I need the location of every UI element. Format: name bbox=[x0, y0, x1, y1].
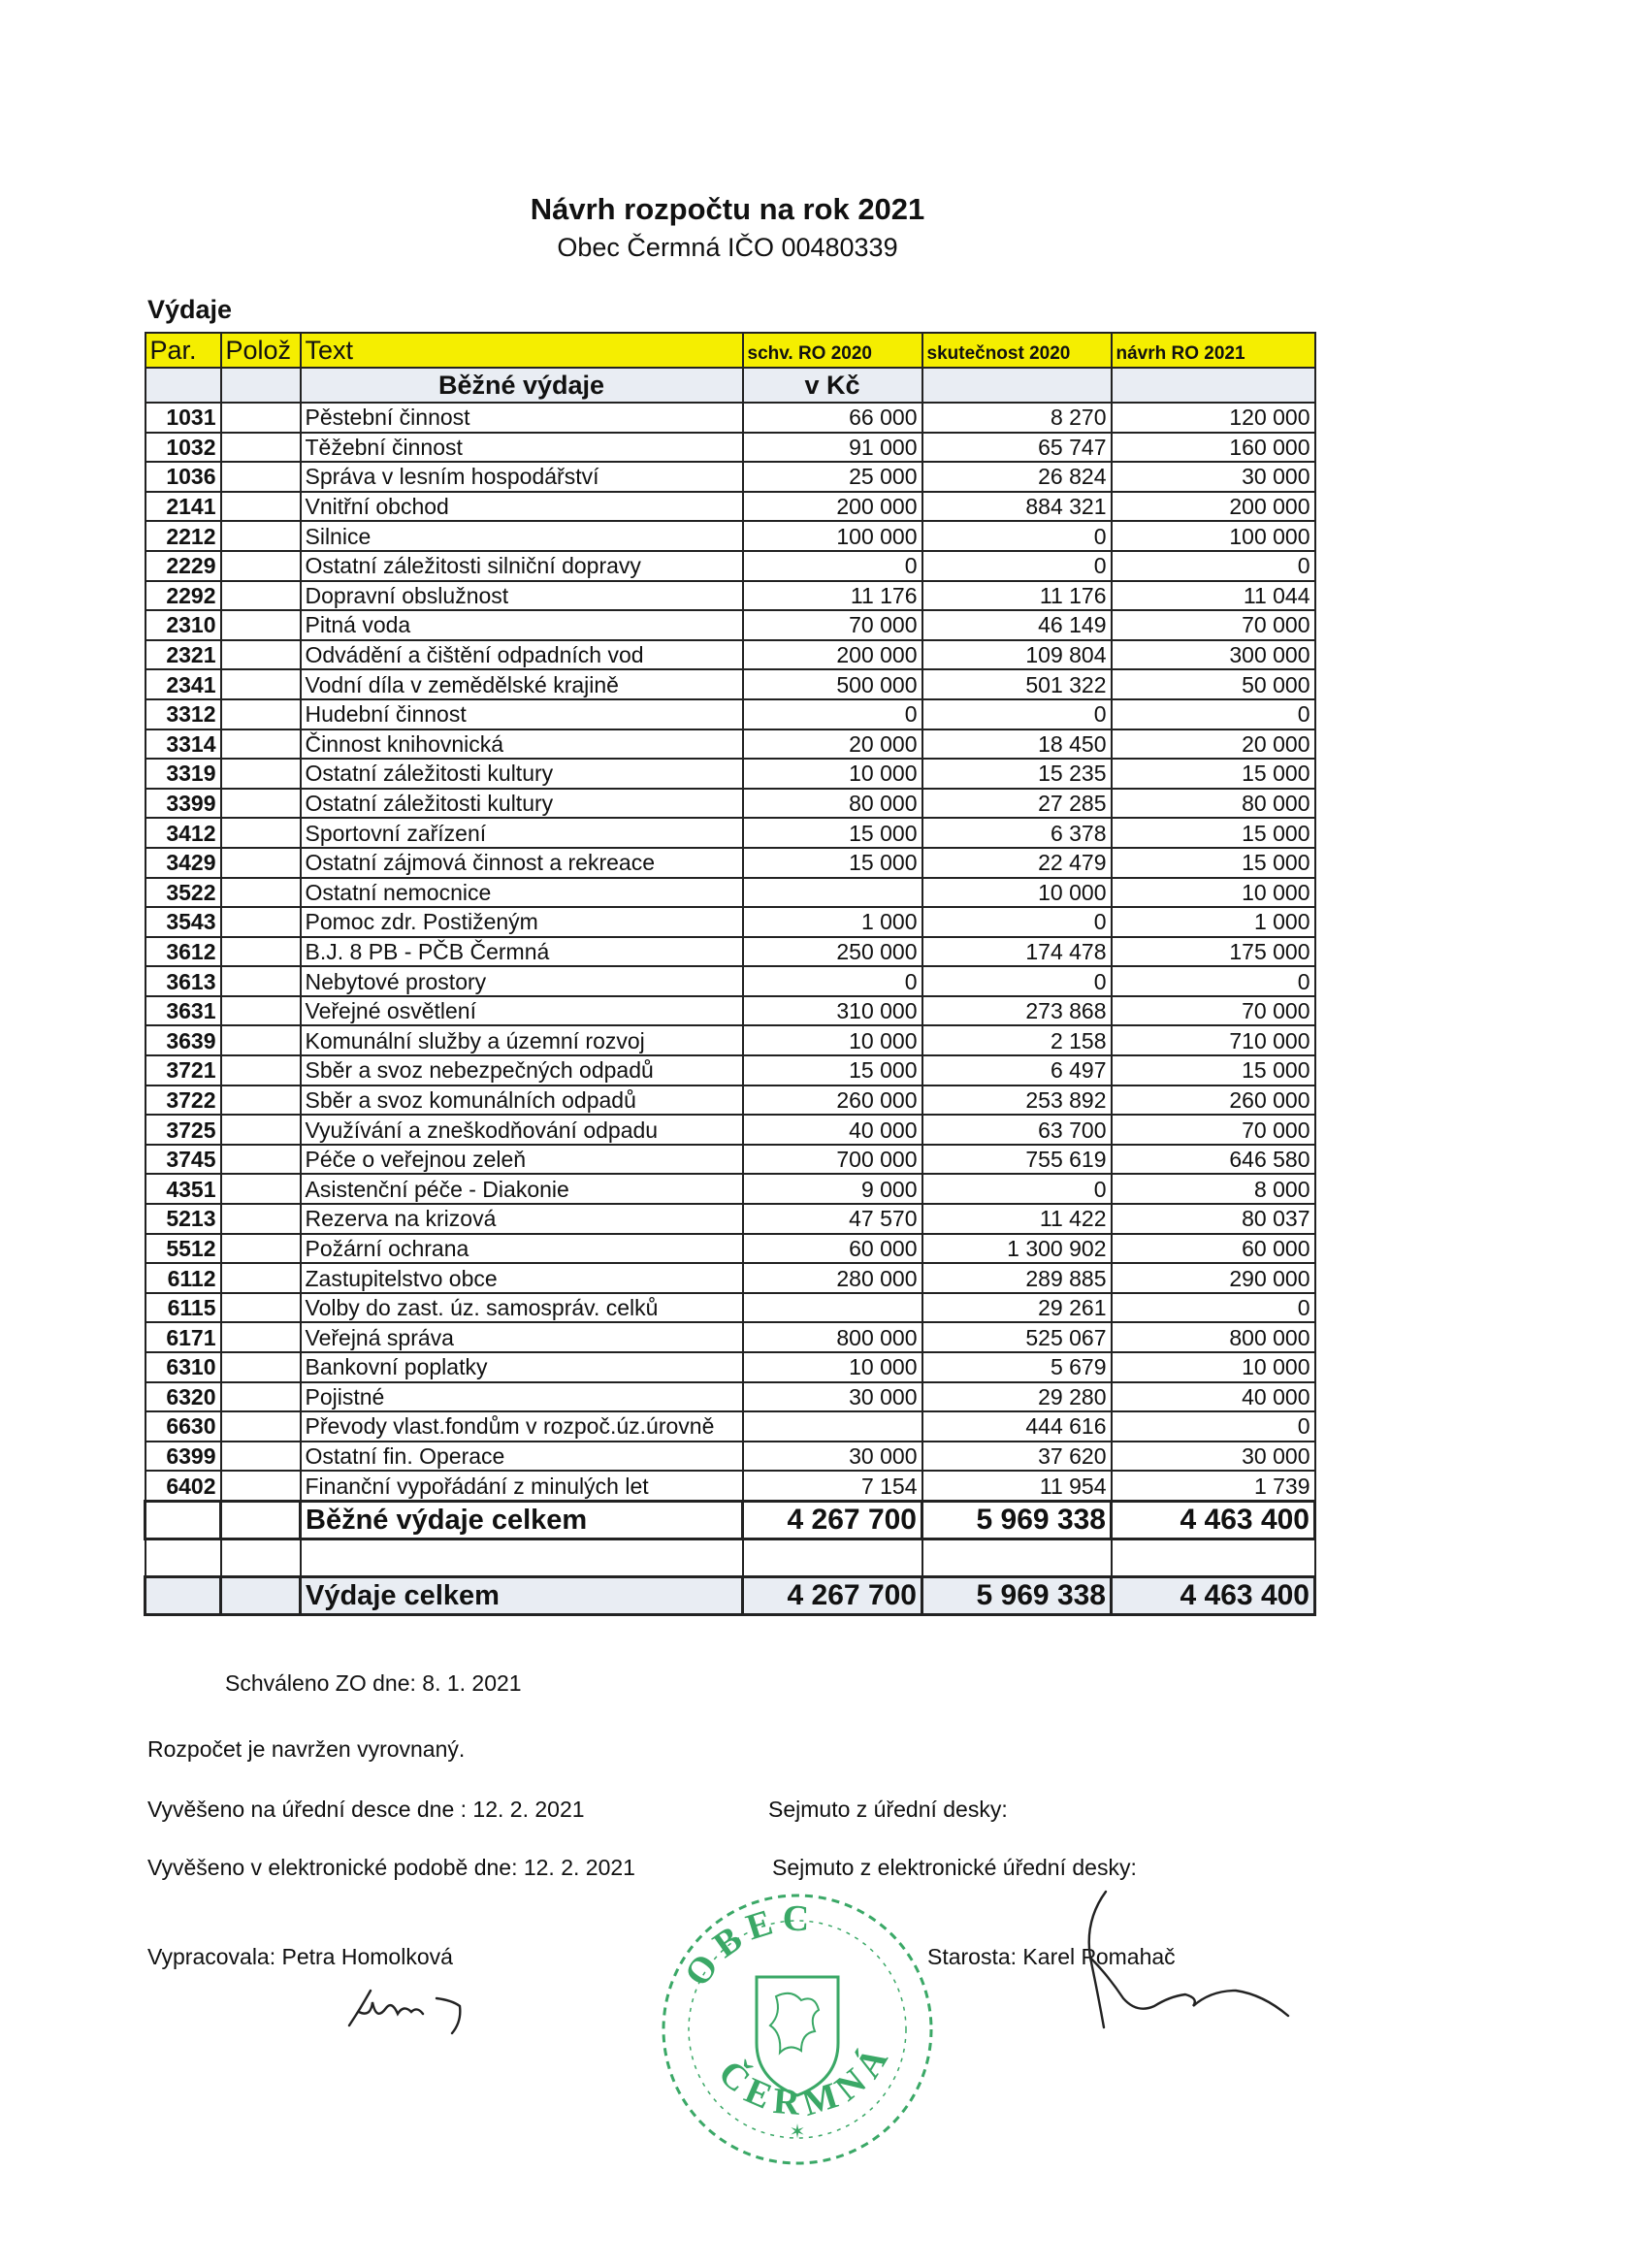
row-poloz bbox=[221, 1115, 301, 1145]
row-skutecnost-2020: 253 892 bbox=[922, 1085, 1112, 1116]
header-par: Par. bbox=[146, 333, 221, 368]
row-schv-ro-2020: 30 000 bbox=[743, 1442, 922, 1472]
row-text: Ostatní nemocnice bbox=[301, 878, 743, 908]
row-navrh-ro-2021: 1 000 bbox=[1112, 907, 1315, 937]
row-text: Vodní díla v zemědělské krajině bbox=[301, 669, 743, 699]
row-skutecnost-2020: 63 700 bbox=[922, 1115, 1112, 1145]
row-skutecnost-2020: 525 067 bbox=[922, 1322, 1112, 1352]
row-poloz bbox=[221, 1293, 301, 1323]
row-navrh-ro-2021: 80 037 bbox=[1112, 1204, 1315, 1234]
row-text: Asistenční péče - Diakonie bbox=[301, 1174, 743, 1204]
row-poloz bbox=[221, 996, 301, 1026]
row-poloz bbox=[221, 403, 301, 433]
row-navrh-ro-2021: 30 000 bbox=[1112, 1442, 1315, 1472]
row-navrh-ro-2021: 0 bbox=[1112, 699, 1315, 729]
row-text: Komunální služby a územní rozvoj bbox=[301, 1025, 743, 1055]
row-navrh-ro-2021: 60 000 bbox=[1112, 1234, 1315, 1264]
row-navrh-ro-2021: 300 000 bbox=[1112, 640, 1315, 670]
row-poloz bbox=[221, 610, 301, 640]
row-navrh-ro-2021: 70 000 bbox=[1112, 610, 1315, 640]
row-skutecnost-2020: 0 bbox=[922, 907, 1112, 937]
row-navrh-ro-2021: 15 000 bbox=[1112, 1055, 1315, 1085]
row-poloz bbox=[221, 433, 301, 463]
row-text: Správa v lesním hospodářství bbox=[301, 462, 743, 492]
table-row bbox=[146, 1025, 1315, 1055]
table-row bbox=[146, 729, 1315, 760]
prepared-by-note: Vypracovala: Petra Homolková bbox=[147, 1944, 453, 1969]
row-schv-ro-2020: 100 000 bbox=[743, 521, 922, 551]
row-navrh-ro-2021: 20 000 bbox=[1112, 729, 1315, 760]
table-row bbox=[146, 1085, 1315, 1116]
row-poloz bbox=[221, 789, 301, 819]
mayor-signature bbox=[1048, 1882, 1300, 2037]
row-poloz bbox=[221, 551, 301, 581]
row-poloz bbox=[221, 848, 301, 878]
grand-total-row-skutecnost-2020: 5 969 338 bbox=[922, 1576, 1112, 1614]
row-par: 6320 bbox=[146, 1382, 221, 1412]
row-par: 2212 bbox=[146, 521, 221, 551]
table-row bbox=[146, 581, 1315, 611]
row-navrh-ro-2021: 160 000 bbox=[1112, 433, 1315, 463]
row-skutecnost-2020: 0 bbox=[922, 699, 1112, 729]
row-text: Veřejné osvětlení bbox=[301, 996, 743, 1026]
row-schv-ro-2020: 20 000 bbox=[743, 729, 922, 760]
blank-row bbox=[146, 1539, 1315, 1576]
row-navrh-ro-2021: 15 000 bbox=[1112, 818, 1315, 848]
row-skutecnost-2020: 2 158 bbox=[922, 1025, 1112, 1055]
subheader-label: Běžné výdaje bbox=[301, 368, 743, 403]
row-schv-ro-2020: 200 000 bbox=[743, 640, 922, 670]
table-row bbox=[146, 699, 1315, 729]
row-schv-ro-2020: 310 000 bbox=[743, 996, 922, 1026]
table-row bbox=[146, 937, 1315, 967]
row-poloz bbox=[221, 759, 301, 789]
row-navrh-ro-2021: 80 000 bbox=[1112, 789, 1315, 819]
posted-board-note: Vyvěšeno na úřední desce dne : 12. 2. 2021 bbox=[147, 1797, 585, 1822]
row-text: B.J. 8 PB - PČB Čermná bbox=[301, 937, 743, 967]
row-par: 6399 bbox=[146, 1442, 221, 1472]
subheader-unit: v Kč bbox=[743, 368, 922, 403]
row-schv-ro-2020: 47 570 bbox=[743, 1204, 922, 1234]
row-poloz bbox=[221, 907, 301, 937]
row-schv-ro-2020: 11 176 bbox=[743, 581, 922, 611]
row-schv-ro-2020: 9 000 bbox=[743, 1174, 922, 1204]
row-poloz bbox=[221, 1145, 301, 1175]
row-text: Pitná voda bbox=[301, 610, 743, 640]
row-par: 6402 bbox=[146, 1471, 221, 1501]
row-par: 3612 bbox=[146, 937, 221, 967]
posted-electronic-note: Vyvěšeno v elektronické podobě dne: 12. 2. 2021 bbox=[147, 1855, 635, 1880]
subtotal-row bbox=[146, 1501, 1315, 1539]
row-par: 3319 bbox=[146, 759, 221, 789]
table-row bbox=[146, 492, 1315, 522]
balanced-note: Rozpočet je navržen vyrovnaný. bbox=[147, 1736, 466, 1762]
row-schv-ro-2020 bbox=[743, 1293, 922, 1323]
grand-total-row-navrh-ro-2021: 4 463 400 bbox=[1112, 1576, 1315, 1614]
row-navrh-ro-2021: 50 000 bbox=[1112, 669, 1315, 699]
row-poloz bbox=[221, 1234, 301, 1264]
row-par: 1031 bbox=[146, 403, 221, 433]
table-row bbox=[146, 966, 1315, 996]
removed-board-note: Sejmuto z úřední desky: bbox=[768, 1797, 1008, 1822]
row-schv-ro-2020: 700 000 bbox=[743, 1145, 922, 1175]
row-par: 3722 bbox=[146, 1085, 221, 1116]
row-text: Těžební činnost bbox=[301, 433, 743, 463]
table-subheader-row bbox=[146, 368, 1315, 403]
preparer-signature bbox=[340, 1979, 534, 2047]
row-text: Hudební činnost bbox=[301, 699, 743, 729]
row-poloz bbox=[221, 640, 301, 670]
table-row bbox=[146, 1352, 1315, 1382]
row-skutecnost-2020: 37 620 bbox=[922, 1442, 1112, 1472]
table-row bbox=[146, 1471, 1315, 1501]
row-par: 3429 bbox=[146, 848, 221, 878]
removed-electronic-note: Sejmuto z elektronické úřední desky: bbox=[772, 1855, 1137, 1880]
row-text: Sběr a svoz nebezpečných odpadů bbox=[301, 1055, 743, 1085]
row-skutecnost-2020: 6 378 bbox=[922, 818, 1112, 848]
row-navrh-ro-2021: 0 bbox=[1112, 551, 1315, 581]
row-navrh-ro-2021: 70 000 bbox=[1112, 1115, 1315, 1145]
row-text: Ostatní záležitosti kultury bbox=[301, 789, 743, 819]
row-par: 5213 bbox=[146, 1204, 221, 1234]
row-navrh-ro-2021: 30 000 bbox=[1112, 462, 1315, 492]
row-text: Rezerva na krizová bbox=[301, 1204, 743, 1234]
row-poloz bbox=[221, 818, 301, 848]
row-navrh-ro-2021: 800 000 bbox=[1112, 1322, 1315, 1352]
row-schv-ro-2020: 91 000 bbox=[743, 433, 922, 463]
row-schv-ro-2020: 66 000 bbox=[743, 403, 922, 433]
header-skutecnost-2020: skutečnost 2020 bbox=[922, 333, 1112, 368]
row-schv-ro-2020: 60 000 bbox=[743, 1234, 922, 1264]
row-skutecnost-2020: 26 824 bbox=[922, 462, 1112, 492]
row-skutecnost-2020: 884 321 bbox=[922, 492, 1112, 522]
row-poloz bbox=[221, 669, 301, 699]
row-par: 3312 bbox=[146, 699, 221, 729]
table-row bbox=[146, 848, 1315, 878]
row-poloz bbox=[221, 521, 301, 551]
row-poloz bbox=[221, 1471, 301, 1501]
row-schv-ro-2020: 40 000 bbox=[743, 1115, 922, 1145]
row-skutecnost-2020: 501 322 bbox=[922, 669, 1112, 699]
row-par: 2341 bbox=[146, 669, 221, 699]
row-navrh-ro-2021: 1 739 bbox=[1112, 1471, 1315, 1501]
row-text: Veřejná správa bbox=[301, 1322, 743, 1352]
subtotal-row-schv-ro-2020: 4 267 700 bbox=[743, 1501, 922, 1539]
row-navrh-ro-2021: 260 000 bbox=[1112, 1085, 1315, 1116]
row-par: 6310 bbox=[146, 1352, 221, 1382]
header-poloz: Polož bbox=[221, 333, 301, 368]
row-schv-ro-2020: 10 000 bbox=[743, 1025, 922, 1055]
row-skutecnost-2020: 0 bbox=[922, 1174, 1112, 1204]
table-row bbox=[146, 789, 1315, 819]
table-row bbox=[146, 551, 1315, 581]
official-stamp bbox=[656, 1888, 939, 2171]
row-text: Odvádění a čištění odpadních vod bbox=[301, 640, 743, 670]
row-schv-ro-2020: 500 000 bbox=[743, 669, 922, 699]
row-schv-ro-2020 bbox=[743, 878, 922, 908]
row-skutecnost-2020: 444 616 bbox=[922, 1411, 1112, 1442]
row-schv-ro-2020: 25 000 bbox=[743, 462, 922, 492]
row-skutecnost-2020: 1 300 902 bbox=[922, 1234, 1112, 1264]
row-poloz bbox=[221, 1382, 301, 1412]
row-text: Požární ochrana bbox=[301, 1234, 743, 1264]
row-par: 3314 bbox=[146, 729, 221, 760]
row-text: Sportovní zařízení bbox=[301, 818, 743, 848]
row-text: Převody vlast.fondům v rozpoč.úz.úrovně bbox=[301, 1411, 743, 1442]
row-text: Sběr a svoz komunálních odpadů bbox=[301, 1085, 743, 1116]
row-skutecnost-2020: 174 478 bbox=[922, 937, 1112, 967]
row-text: Ostatní záležitosti silniční dopravy bbox=[301, 551, 743, 581]
table-row bbox=[146, 1234, 1315, 1264]
row-skutecnost-2020: 11 422 bbox=[922, 1204, 1112, 1234]
header-text: Text bbox=[301, 333, 743, 368]
row-par: 3543 bbox=[146, 907, 221, 937]
row-poloz bbox=[221, 966, 301, 996]
row-text: Finanční vypořádání z minulých let bbox=[301, 1471, 743, 1501]
row-text: Nebytové prostory bbox=[301, 966, 743, 996]
row-skutecnost-2020: 273 868 bbox=[922, 996, 1112, 1026]
row-par: 2321 bbox=[146, 640, 221, 670]
table-row bbox=[146, 433, 1315, 463]
row-navrh-ro-2021: 0 bbox=[1112, 1293, 1315, 1323]
row-navrh-ro-2021: 290 000 bbox=[1112, 1263, 1315, 1293]
row-schv-ro-2020: 15 000 bbox=[743, 818, 922, 848]
row-poloz bbox=[221, 699, 301, 729]
row-schv-ro-2020: 15 000 bbox=[743, 1055, 922, 1085]
table-row bbox=[146, 818, 1315, 848]
row-poloz bbox=[221, 1352, 301, 1382]
table-row bbox=[146, 669, 1315, 699]
row-par: 6112 bbox=[146, 1263, 221, 1293]
row-poloz bbox=[221, 1055, 301, 1085]
row-par: 3399 bbox=[146, 789, 221, 819]
row-par: 2141 bbox=[146, 492, 221, 522]
table-header-row bbox=[146, 333, 1315, 368]
row-par: 1036 bbox=[146, 462, 221, 492]
row-text: Ostatní záležitosti kultury bbox=[301, 759, 743, 789]
table-row bbox=[146, 1204, 1315, 1234]
subtotal-row-skutecnost-2020: 5 969 338 bbox=[922, 1501, 1112, 1539]
row-par: 3631 bbox=[146, 996, 221, 1026]
table-row bbox=[146, 1411, 1315, 1442]
section-label: Výdaje bbox=[147, 295, 233, 324]
table-row bbox=[146, 1055, 1315, 1085]
table-row bbox=[146, 1174, 1315, 1204]
row-navrh-ro-2021: 0 bbox=[1112, 966, 1315, 996]
approved-note: Schváleno ZO dne: 8. 1. 2021 bbox=[225, 1670, 522, 1696]
table-row bbox=[146, 878, 1315, 908]
row-par: 3639 bbox=[146, 1025, 221, 1055]
svg-text:OBEC: OBEC bbox=[676, 1897, 818, 1994]
row-par: 1032 bbox=[146, 433, 221, 463]
row-schv-ro-2020: 800 000 bbox=[743, 1322, 922, 1352]
row-par: 2310 bbox=[146, 610, 221, 640]
row-text: Péče o veřejnou zeleň bbox=[301, 1145, 743, 1175]
table-row bbox=[146, 1145, 1315, 1175]
row-par: 6171 bbox=[146, 1322, 221, 1352]
row-navrh-ro-2021: 40 000 bbox=[1112, 1382, 1315, 1412]
row-text: Bankovní poplatky bbox=[301, 1352, 743, 1382]
row-poloz bbox=[221, 729, 301, 760]
row-poloz bbox=[221, 462, 301, 492]
row-skutecnost-2020: 755 619 bbox=[922, 1145, 1112, 1175]
row-skutecnost-2020: 29 261 bbox=[922, 1293, 1112, 1323]
row-text: Pomoc zdr. Postiženým bbox=[301, 907, 743, 937]
grand-total-row-schv-ro-2020: 4 267 700 bbox=[743, 1576, 922, 1614]
row-skutecnost-2020: 11 954 bbox=[922, 1471, 1112, 1501]
row-par: 3522 bbox=[146, 878, 221, 908]
row-par: 3745 bbox=[146, 1145, 221, 1175]
mayor-note: Starosta: Karel Pomahač bbox=[927, 1944, 1176, 1969]
row-skutecnost-2020: 65 747 bbox=[922, 433, 1112, 463]
row-schv-ro-2020: 10 000 bbox=[743, 759, 922, 789]
row-schv-ro-2020: 280 000 bbox=[743, 1263, 922, 1293]
table-row bbox=[146, 1322, 1315, 1352]
row-par: 3412 bbox=[146, 818, 221, 848]
table-row bbox=[146, 759, 1315, 789]
row-poloz bbox=[221, 1442, 301, 1472]
row-schv-ro-2020: 70 000 bbox=[743, 610, 922, 640]
row-par: 2229 bbox=[146, 551, 221, 581]
table-row bbox=[146, 996, 1315, 1026]
row-skutecnost-2020: 46 149 bbox=[922, 610, 1112, 640]
row-skutecnost-2020: 0 bbox=[922, 551, 1112, 581]
row-skutecnost-2020: 11 176 bbox=[922, 581, 1112, 611]
row-navrh-ro-2021: 646 580 bbox=[1112, 1145, 1315, 1175]
table-row bbox=[146, 1442, 1315, 1472]
svg-text:✶: ✶ bbox=[789, 2122, 806, 2143]
row-poloz bbox=[221, 1204, 301, 1234]
row-text: Využívání a zneškodňování odpadu bbox=[301, 1115, 743, 1145]
row-poloz bbox=[221, 1174, 301, 1204]
grand-total-row bbox=[146, 1576, 1315, 1614]
row-poloz bbox=[221, 1025, 301, 1055]
header-schv-ro-2020: schv. RO 2020 bbox=[743, 333, 922, 368]
row-skutecnost-2020: 0 bbox=[922, 521, 1112, 551]
table-row bbox=[146, 1293, 1315, 1323]
row-skutecnost-2020: 0 bbox=[922, 966, 1112, 996]
table-row bbox=[146, 640, 1315, 670]
row-skutecnost-2020: 18 450 bbox=[922, 729, 1112, 760]
row-text: Pěstební činnost bbox=[301, 403, 743, 433]
document-subtitle: Obec Čermná IČO 00480339 bbox=[557, 233, 898, 262]
row-par: 6115 bbox=[146, 1293, 221, 1323]
row-schv-ro-2020: 260 000 bbox=[743, 1085, 922, 1116]
row-navrh-ro-2021: 10 000 bbox=[1112, 1352, 1315, 1382]
row-schv-ro-2020: 80 000 bbox=[743, 789, 922, 819]
row-navrh-ro-2021: 15 000 bbox=[1112, 759, 1315, 789]
row-text: Silnice bbox=[301, 521, 743, 551]
row-par: 6630 bbox=[146, 1411, 221, 1442]
row-par: 3613 bbox=[146, 966, 221, 996]
row-poloz bbox=[221, 1263, 301, 1293]
table-row bbox=[146, 1115, 1315, 1145]
table-row bbox=[146, 521, 1315, 551]
row-poloz bbox=[221, 1085, 301, 1116]
row-text: Ostatní fin. Operace bbox=[301, 1442, 743, 1472]
row-poloz bbox=[221, 878, 301, 908]
row-navrh-ro-2021: 100 000 bbox=[1112, 521, 1315, 551]
row-poloz bbox=[221, 1411, 301, 1442]
row-schv-ro-2020: 10 000 bbox=[743, 1352, 922, 1382]
row-navrh-ro-2021: 120 000 bbox=[1112, 403, 1315, 433]
row-poloz bbox=[221, 492, 301, 522]
row-text: Pojistné bbox=[301, 1382, 743, 1412]
table-row bbox=[146, 907, 1315, 937]
row-schv-ro-2020: 30 000 bbox=[743, 1382, 922, 1412]
document-title: Návrh rozpočtu na rok 2021 bbox=[530, 192, 925, 226]
row-schv-ro-2020: 15 000 bbox=[743, 848, 922, 878]
budget-table bbox=[144, 332, 1316, 1616]
row-skutecnost-2020: 8 270 bbox=[922, 403, 1112, 433]
row-par: 5512 bbox=[146, 1234, 221, 1264]
svg-text:ČERMNÁ: ČERMNÁ bbox=[710, 2034, 900, 2124]
row-schv-ro-2020: 0 bbox=[743, 966, 922, 996]
row-schv-ro-2020: 0 bbox=[743, 699, 922, 729]
subtotal-row-navrh-ro-2021: 4 463 400 bbox=[1112, 1501, 1315, 1539]
row-schv-ro-2020 bbox=[743, 1411, 922, 1442]
row-text: Dopravní obslužnost bbox=[301, 581, 743, 611]
row-navrh-ro-2021: 10 000 bbox=[1112, 878, 1315, 908]
row-text: Vnitřní obchod bbox=[301, 492, 743, 522]
row-navrh-ro-2021: 15 000 bbox=[1112, 848, 1315, 878]
row-par: 3721 bbox=[146, 1055, 221, 1085]
row-skutecnost-2020: 10 000 bbox=[922, 878, 1112, 908]
table-row bbox=[146, 1382, 1315, 1412]
row-skutecnost-2020: 109 804 bbox=[922, 640, 1112, 670]
row-schv-ro-2020: 200 000 bbox=[743, 492, 922, 522]
row-par: 2292 bbox=[146, 581, 221, 611]
grand-total-row-label: Výdaje celkem bbox=[301, 1576, 743, 1614]
table-row bbox=[146, 462, 1315, 492]
header-navrh-ro-2021: návrh RO 2021 bbox=[1112, 333, 1315, 368]
row-navrh-ro-2021: 710 000 bbox=[1112, 1025, 1315, 1055]
table-row bbox=[146, 403, 1315, 433]
row-navrh-ro-2021: 70 000 bbox=[1112, 996, 1315, 1026]
row-schv-ro-2020: 1 000 bbox=[743, 907, 922, 937]
row-schv-ro-2020: 7 154 bbox=[743, 1471, 922, 1501]
row-skutecnost-2020: 5 679 bbox=[922, 1352, 1112, 1382]
row-text: Zastupitelstvo obce bbox=[301, 1263, 743, 1293]
row-navrh-ro-2021: 8 000 bbox=[1112, 1174, 1315, 1204]
subtotal-row-label: Běžné výdaje celkem bbox=[301, 1501, 743, 1539]
row-poloz bbox=[221, 937, 301, 967]
row-text: Činnost knihovnická bbox=[301, 729, 743, 760]
row-text: Volby do zast. úz. samospráv. celků bbox=[301, 1293, 743, 1323]
row-navrh-ro-2021: 0 bbox=[1112, 1411, 1315, 1442]
row-navrh-ro-2021: 11 044 bbox=[1112, 581, 1315, 611]
row-skutecnost-2020: 27 285 bbox=[922, 789, 1112, 819]
row-par: 4351 bbox=[146, 1174, 221, 1204]
row-skutecnost-2020: 22 479 bbox=[922, 848, 1112, 878]
row-skutecnost-2020: 29 280 bbox=[922, 1382, 1112, 1412]
row-skutecnost-2020: 15 235 bbox=[922, 759, 1112, 789]
table-row bbox=[146, 610, 1315, 640]
row-par: 3725 bbox=[146, 1115, 221, 1145]
row-text: Ostatní zájmová činnost a rekreace bbox=[301, 848, 743, 878]
row-skutecnost-2020: 289 885 bbox=[922, 1263, 1112, 1293]
row-navrh-ro-2021: 175 000 bbox=[1112, 937, 1315, 967]
row-navrh-ro-2021: 200 000 bbox=[1112, 492, 1315, 522]
row-poloz bbox=[221, 1322, 301, 1352]
row-skutecnost-2020: 6 497 bbox=[922, 1055, 1112, 1085]
row-schv-ro-2020: 0 bbox=[743, 551, 922, 581]
row-poloz bbox=[221, 581, 301, 611]
table-row bbox=[146, 1263, 1315, 1293]
row-schv-ro-2020: 250 000 bbox=[743, 937, 922, 967]
